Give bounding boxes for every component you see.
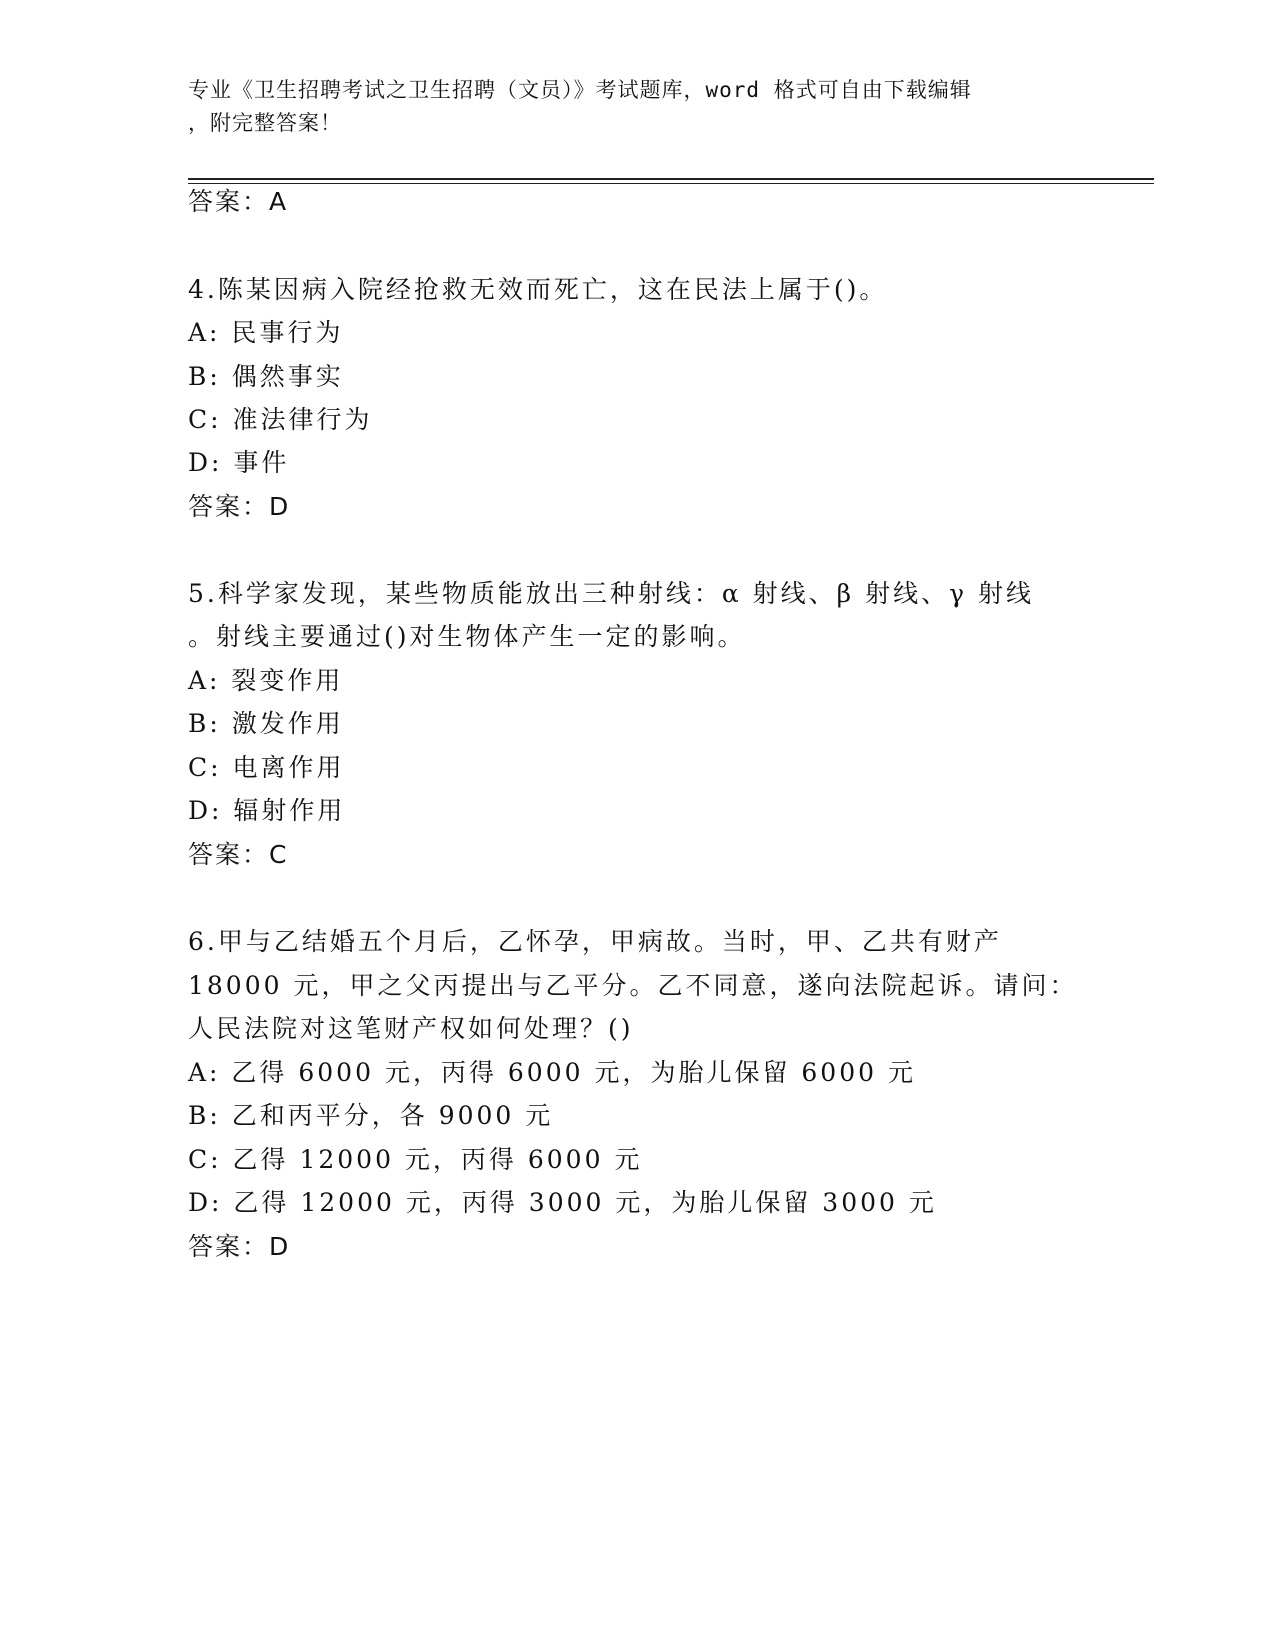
header-divider [188,178,1154,180]
question-6-stem-line-1: 6.甲与乙结婚五个月后，乙怀孕，甲病故。当时，甲、乙共有财产 [188,927,1002,956]
question-5-option-d: D: 辐射作用 [188,796,346,825]
question-5-option-b: B: 激发作用 [188,709,344,738]
document-header [188,74,1088,140]
question-6-stem-line-2: 18000 元，甲之父丙提出与乙平分。乙不同意，遂向法院起诉。请问： [188,971,1078,1000]
previous-answer: 答案：A [188,187,289,216]
question-4-stem: 4.陈某因病入院经抢救无效而死亡，这在民法上属于()。 [188,275,888,304]
document-page [188,0,1154,1650]
header-line-1: 专业《卫生招聘考试之卫生招聘（文员）》考试题库，word 格式可自由下载编辑 [188,78,972,102]
question-6-option-b: B: 乙和丙平分，各 9000 元 [188,1101,554,1130]
question-5-answer: 答案：C [188,840,289,869]
header-line-2: ，附完整答案！ [188,111,342,135]
question-5-stem-line-1: 5.科学家发现，某些物质能放出三种射线：α 射线、β 射线、γ 射线 [188,579,1034,608]
question-4-option-b: B: 偶然事实 [188,362,344,391]
question-6-option-d: D: 乙得 12000 元，丙得 3000 元，为胎儿保留 3000 元 [188,1188,937,1217]
question-4-option-d: D: 事件 [188,448,290,477]
question-4-answer: 答案：D [188,492,291,521]
question-6-option-a: A: 乙得 6000 元，丙得 6000 元，为胎儿保留 6000 元 [188,1058,916,1087]
question-4-option-c: C: 准法律行为 [188,405,373,434]
question-5-option-a: A: 裂变作用 [188,666,344,695]
question-6-option-c: C: 乙得 12000 元，丙得 6000 元 [188,1145,643,1174]
header-divider-thin [188,183,1154,184]
question-5-stem-line-2: 。射线主要通过()对生物体产生一定的影响。 [188,622,746,651]
question-4-option-a: A: 民事行为 [188,318,344,347]
question-6-answer: 答案：D [188,1232,291,1261]
question-5-option-c: C: 电离作用 [188,753,345,782]
question-6-stem-line-3: 人民法院对这笔财产权如何处理？() [188,1014,634,1043]
